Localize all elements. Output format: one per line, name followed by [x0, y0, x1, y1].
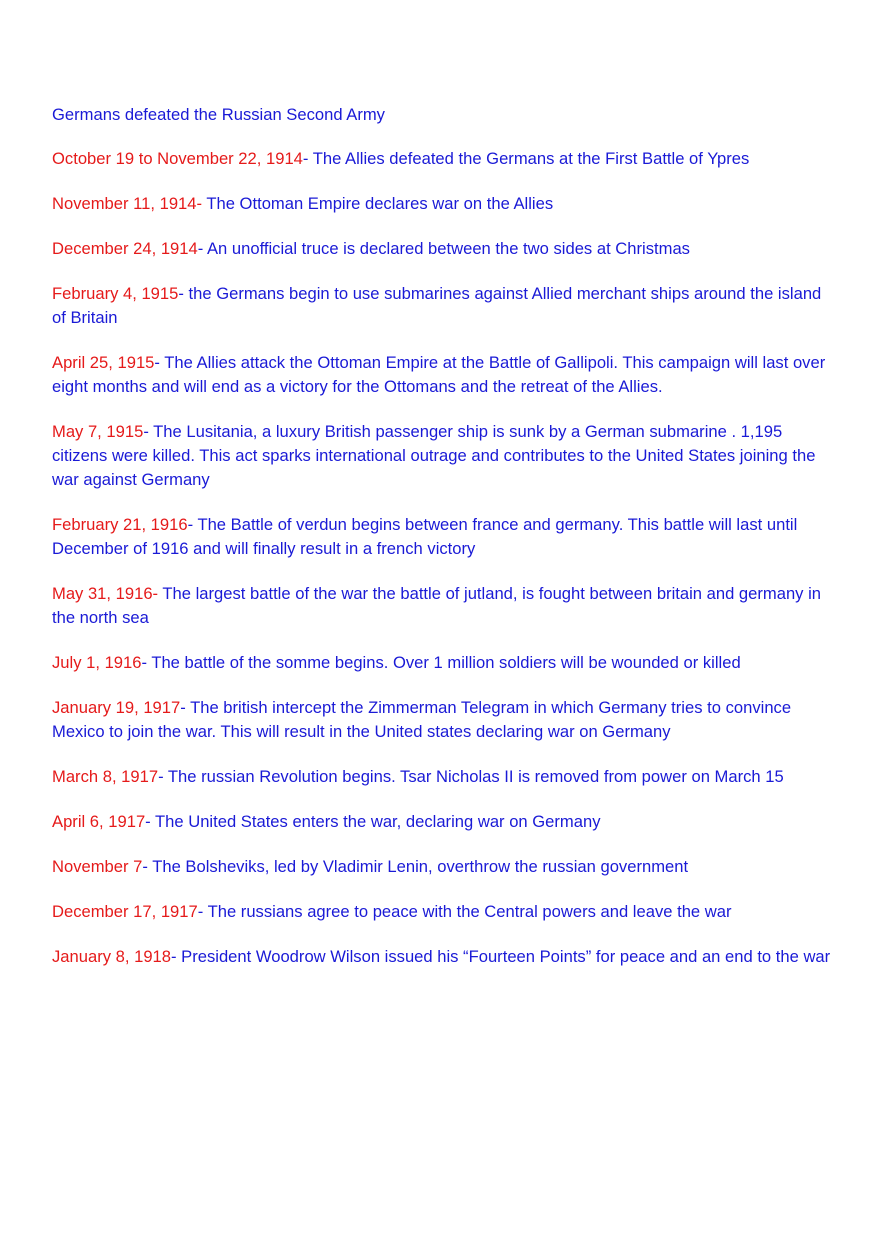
timeline-entry [52, 900, 832, 924]
entry-text: The Ottoman Empire declares war on the Allies [202, 194, 554, 213]
timeline-entry [52, 765, 832, 789]
timeline-entry [52, 282, 832, 330]
entry-date: November 11, 1914- [52, 194, 203, 213]
timeline-entry [52, 945, 832, 969]
entry-date: April 25, 1915 [52, 353, 155, 372]
timeline-entry [52, 855, 832, 879]
timeline-entry [52, 513, 832, 561]
entry-text: - An unofficial truce is declared between the two sides at Christmas [197, 239, 690, 258]
entry-date: November 7 [52, 857, 143, 876]
entry-date: October 19 to November 22, 1914 [52, 149, 303, 168]
entry-text: - The Allies defeated the Germans at the First Battle of Ypres [302, 149, 750, 168]
timeline-list [52, 147, 832, 969]
timeline-entry [52, 582, 832, 630]
entry-date: January 19, 1917 [52, 698, 181, 717]
timeline-intro [52, 103, 832, 127]
entry-text: - The russians agree to peace with the Central powers and leave the war [197, 902, 732, 921]
timeline-entry [52, 420, 832, 492]
timeline-entry [52, 810, 832, 834]
timeline-document [52, 103, 832, 990]
entry-date: January 8, 1918 [52, 947, 172, 966]
entry-text: - the Germans begin to use submarines against Allied merchant ships around the island of Britain [52, 284, 822, 327]
timeline-entry [52, 147, 832, 171]
entry-date: May 31, 1916- [52, 584, 159, 603]
entry-date: April 6, 1917 [52, 812, 146, 831]
entry-text: - The russian Revolution begins. Tsar Nicholas II is removed from power on March 15 [158, 767, 784, 786]
entry-text: - The Battle of verdun begins between france and germany. This battle will last until December of 1916 and will finally result in a french victory [52, 515, 798, 558]
entry-text: - The battle of the somme begins. Over 1 million soldiers will be wounded or killed [141, 653, 741, 672]
entry-text: - The Allies attack the Ottoman Empire at the Battle of Gallipoli. This campaign will last over eight months and will end as a victory for the Ottomans and the retreat of the Allies. [52, 353, 826, 396]
entry-text: - The british intercept the Zimmerman Telegram in which Germany tries to convince Mexico to join the war. This will result in the United states declaring war on Germany [52, 698, 792, 741]
entry-text: - The Bolsheviks, led by Vladimir Lenin, overthrow the russian government [142, 857, 689, 876]
entry-text: - The United States enters the war, declaring war on Germany [145, 812, 601, 831]
entry-date: July 1, 1916 [52, 653, 142, 672]
entry-date: March 8, 1917 [52, 767, 159, 786]
entry-text: - President Woodrow Wilson issued his “Fourteen Points” for peace and an end to the war [171, 947, 831, 966]
entry-date: May 7, 1915 [52, 422, 144, 441]
timeline-entry [52, 696, 832, 744]
timeline-entry [52, 351, 832, 399]
entry-text: The largest battle of the war the battle of jutland, is fought between britain and germany in the north sea [52, 584, 822, 627]
intro-text: Germans defeated the Russian Second Army [52, 105, 385, 124]
entry-date: December 24, 1914 [52, 239, 198, 258]
timeline-entry [52, 651, 832, 675]
entry-date: December 17, 1917 [52, 902, 198, 921]
timeline-entry [52, 237, 832, 261]
entry-date: February 4, 1915 [52, 284, 179, 303]
timeline-entry [52, 192, 832, 216]
entry-text: - The Lusitania, a luxury British passenger ship is sunk by a German submarine . 1,195 citizens were killed. This act sparks international outrage and contributes to the United States joining the war against Germany [52, 422, 816, 489]
entry-date: February 21, 1916 [52, 515, 188, 534]
